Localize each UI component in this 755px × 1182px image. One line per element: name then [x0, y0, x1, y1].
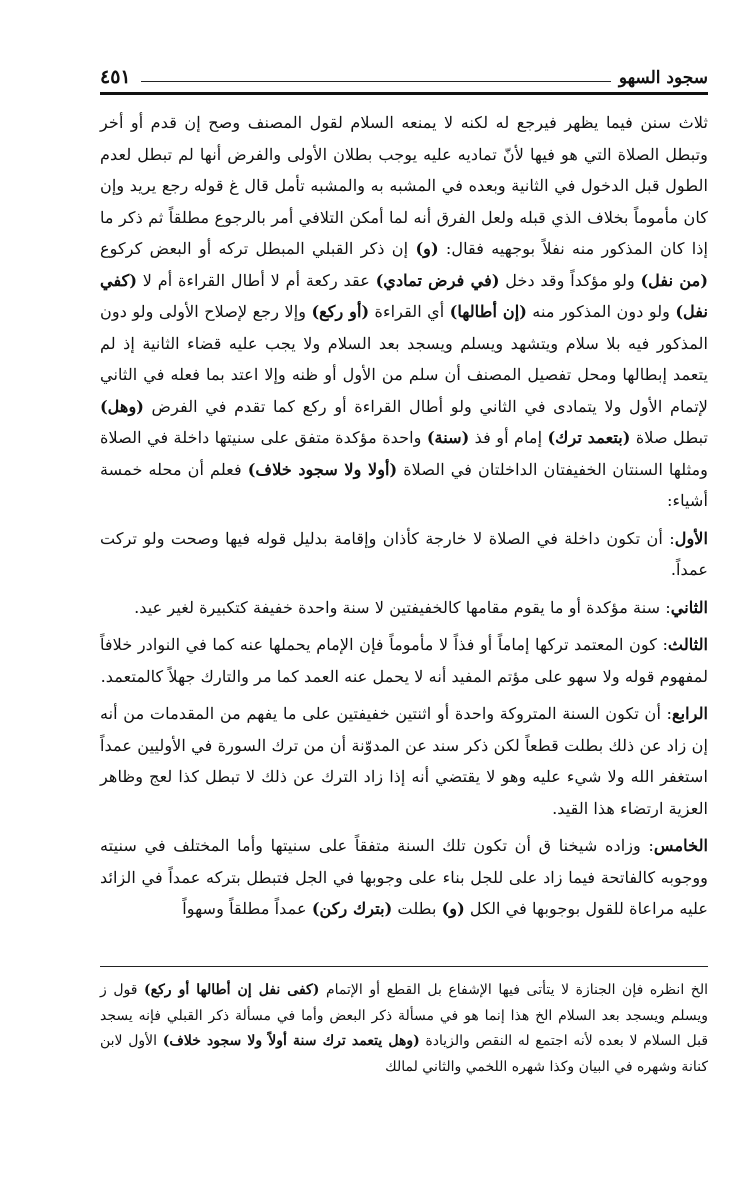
text-run: عمداً مطلقاً وسهواً [182, 899, 312, 918]
bold-term: (وهل) [100, 396, 144, 416]
paragraph [100, 592, 708, 624]
bold-term: الثاني [670, 597, 708, 617]
paragraph [100, 523, 708, 586]
bold-term: (في فرض تمادي) [375, 270, 500, 290]
footnote-separator [100, 966, 708, 967]
bold-term: (بتعمد ترك) [547, 428, 631, 447]
running-header [100, 62, 708, 88]
text-run: الخ انظره فإن الجنازة لا يتأتى فيها الإشفاع بل القطع أو الإتمام [319, 982, 708, 998]
bold-term: (كفى نفل إن أطالها أو ركع) [144, 982, 320, 998]
page-number: ٤٥١ [100, 66, 131, 88]
text-run: أي القراءة [369, 302, 450, 321]
text-run: : أن تكون السنة المتروكة واحدة أو اثنتين خفيفتين على ما يفهم من المقدمات من أنه إن زاد عن ذلك بطلت قطعاً لكن ذكر سند عن المدوّنة أن من ترك السورة في الأوليين عمداً استغفر الله ولا شيء عليه وهو لا يقتضي أنه إذا زاد الترك عن ذلك لا تبطل كذا لعج وظاهر العزية ارتضاء هذا القيد. [100, 704, 708, 818]
main-text [100, 107, 708, 925]
bold-term: (أو ركع) [311, 302, 370, 321]
bold-term: (من نفل) [640, 270, 708, 290]
bold-term: (سنة) [426, 428, 470, 447]
text-run: الأول لابن كنانة وشهره في البيان وكذا شهره اللخمي والثاني لمالك [100, 1033, 708, 1075]
paragraph [100, 629, 708, 692]
page [100, 62, 708, 931]
bold-term: (كفي نفل) [100, 270, 708, 321]
text-run: : كون المعتمد تركها إماماً أو فذاً لا مأموماً فإن الإمام يحملها عنه كما في النوادر خلافاً لمفهوم قوله ولا سهو على مؤتم المفيد أنه لا يحمل عنه العمد كما مر والتارك جهلاً كالمتعمد. [100, 635, 708, 686]
bold-term: (و) [415, 239, 439, 258]
footnote-text [100, 978, 708, 1080]
bold-term: (و) [441, 899, 465, 918]
text-run: فعلم أن محله خمسة أشياء: [100, 459, 708, 510]
text-run: إمام أو فذ [469, 428, 548, 447]
text-run: ثلاث سنن فيما يظهر فيرجع له لكنه لا يمنعه السلام لقول المصنف وصح إن قدم أو أخر وتبطل الصلاة التي هو فيها لأنّ تماديه عليه يوجب بطلان الأولى والفرض أنها لم تبطل لعدم الطول قبل الدخول في الثانية وبعده في المشبه به والمشبه تأمل قال غ قوله رجع يريد وإن كان مأموماً بخلاف الذي قبله ولعل الفرق أنه لما أمكن التلافي أمر بالرجوع مطلقاً ثم ذكر ما إذا كان المذكور منه نفلاً بوجهيه فقال: [100, 113, 708, 258]
text-run: ولو مؤكداً وقد دخل [499, 270, 641, 290]
paragraph [100, 830, 708, 925]
text-run: بطلت [392, 899, 442, 918]
text-run: ولو دون المذكور منه [526, 302, 676, 321]
header-line [141, 81, 611, 82]
text-run: إن ذكر القبلي المبطل تركه أو البعض كركوع [100, 239, 416, 258]
text-run: قول ز ويسلم ويسجد بعد السلام الخ هذا إنما هو في مسألة ذكر البعض وأما في مسألة ذكر القبلي فإنه يسجد قبل السلام لا بعده لأنه اجتمع له النقص والزيادة [100, 982, 709, 1049]
paragraph [100, 107, 708, 517]
text-run: : وزاده شيخنا ق أن تكون تلك السنة متفقاً على سنيتها وأما المختلف في سنيته ووجوبه كالفاتحة فيما زاد على للجل بناء على وجوبها في الجل فتبطل بتركه عمداً في الزائد عليه مراعاة للقول بوجوبها في الكل [100, 836, 708, 918]
bold-term: (وهل يتعمد ترك سنة أولاً ولا سجود خلاف) [162, 1033, 420, 1049]
bold-term: (إن أطالها) [449, 302, 527, 321]
header-rule [100, 92, 708, 95]
text-run: عقد ركعة أم لا أطال القراءة أم لا [137, 270, 376, 290]
paragraph [100, 698, 708, 824]
bold-term: (بترك ركن) [311, 899, 393, 918]
text-run: تبطل صلاة [630, 428, 708, 447]
bold-term: الأول [674, 528, 708, 548]
chapter-title: سجود السهو [618, 68, 708, 88]
bold-term: الثالث [667, 635, 708, 654]
text-run: : أن تكون داخلة في الصلاة لا خارجة كأذان وإقامة بدليل قوله فيها وصحت ولو تركت عمداً. [100, 528, 708, 579]
text-run: وإلا رجع لإصلاح الأولى ولو دون المذكور فيه بلا سلام ويتشهد ويسلم ويسجد بعد السلام ولا يجب عليه قضاء الثانية إذ لم يتعمد إبطالها ومحل تفصيل المصنف أن سلم من الأول أو ظنه وإلا اعتد بما فعله في الثاني لإتمام الأول ولا يتمادى في الثاني ولو أطال القراءة أو ركع كما تقدم في الفرض [100, 302, 708, 416]
text-run: واحدة مؤكدة متفق على سنيتها داخلة في الصلاة ومثلها السنتان الخفيفتان الداخلتان في الصلاة [100, 428, 708, 479]
bold-term: الرابع [672, 704, 708, 723]
text-run: : سنة مؤكدة أو ما يقوم مقامها كالخفيفتين لا سنة واحدة خفيفة كتكبيرة لغير عيد. [134, 597, 671, 617]
bold-term: الخامس [653, 836, 708, 855]
bold-term: (أولا ولا سجود خلاف) [247, 459, 398, 479]
